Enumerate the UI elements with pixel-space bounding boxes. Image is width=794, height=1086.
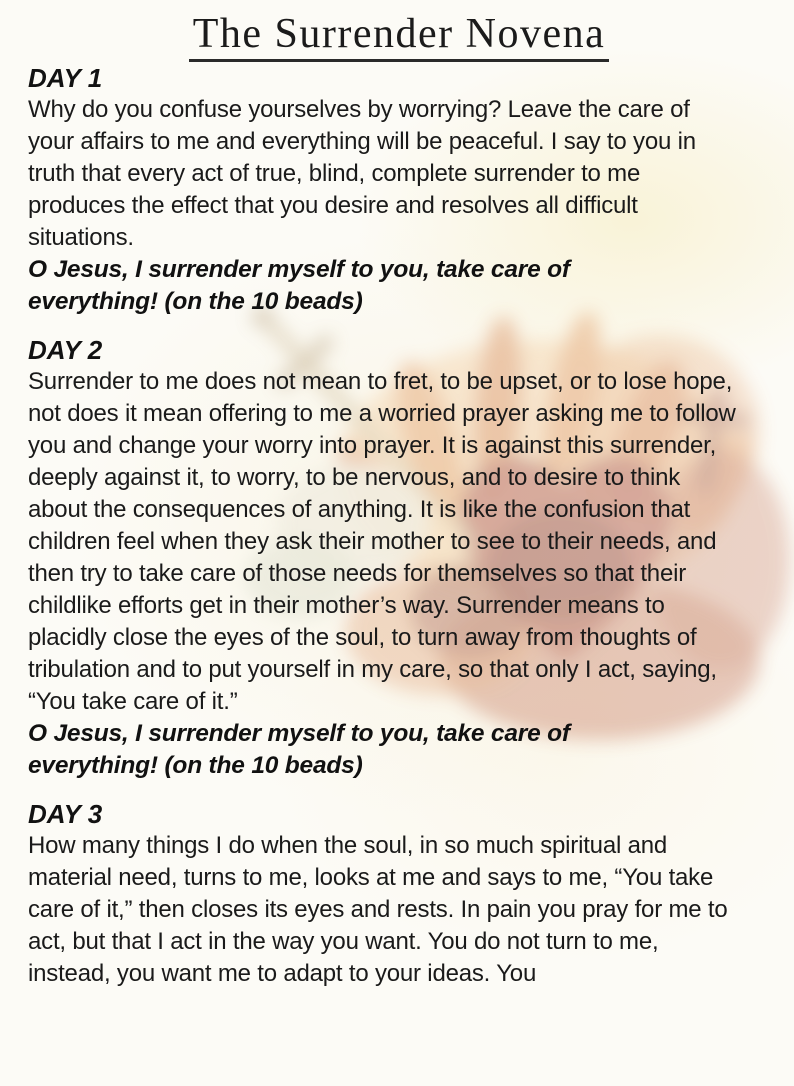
day-1-heading: DAY 1 — [28, 63, 103, 93]
section-day-2 — [28, 336, 770, 782]
day-2-heading: DAY 2 — [28, 335, 103, 365]
page-title-text: The Surrender Novena — [189, 10, 610, 62]
day-1-prayer-text: O Jesus, I surrender myself to you, take care of everything! (on the 10 beads) — [28, 256, 570, 315]
day-3-heading: DAY 3 — [28, 799, 103, 829]
section-day-3 — [28, 800, 770, 990]
page-title — [28, 10, 770, 62]
day-2-prayer-text: O Jesus, I surrender myself to you, take care of everything! (on the 10 beads) — [28, 720, 570, 779]
day-1-body-text: Why do you confuse yourselves by worrying? Leave the care of your affairs to me and everything will be peaceful. I say to you in truth that every act of true, blind, complete surrender to me produces the effect that you desire and resolves all difficult situations. — [28, 96, 696, 251]
day-2-body-text: Surrender to me does not mean to fret, to be upset, or to lose hope, not does it mean offering to me a worried prayer asking me to follow you and change your worry into prayer. It is against this surrender, deeply against it, to worry, to be nervous, and to desire to think about the consequences of anything. It is like the confusion that children feel when they ask their mother to see to their needs, and then try to take care of those needs for themselves so that their childlike efforts get in their mother’s way. Surrender means to placidly close the eyes of the soul, to turn away from thoughts of tribulation and to put yourself in my care, so that only I act, saying, “You take care of it.” — [28, 368, 736, 715]
section-day-1 — [28, 64, 770, 318]
day-3-body-text: How many things I do when the soul, in so much spiritual and material need, turns to me, looks at me and says to me, “You take care of it,” then closes its eyes and rests. In pain you pray for me to act, but that I act in the way you want. You do not turn to me, instead, you want me to adapt to your ideas. You — [28, 832, 728, 987]
